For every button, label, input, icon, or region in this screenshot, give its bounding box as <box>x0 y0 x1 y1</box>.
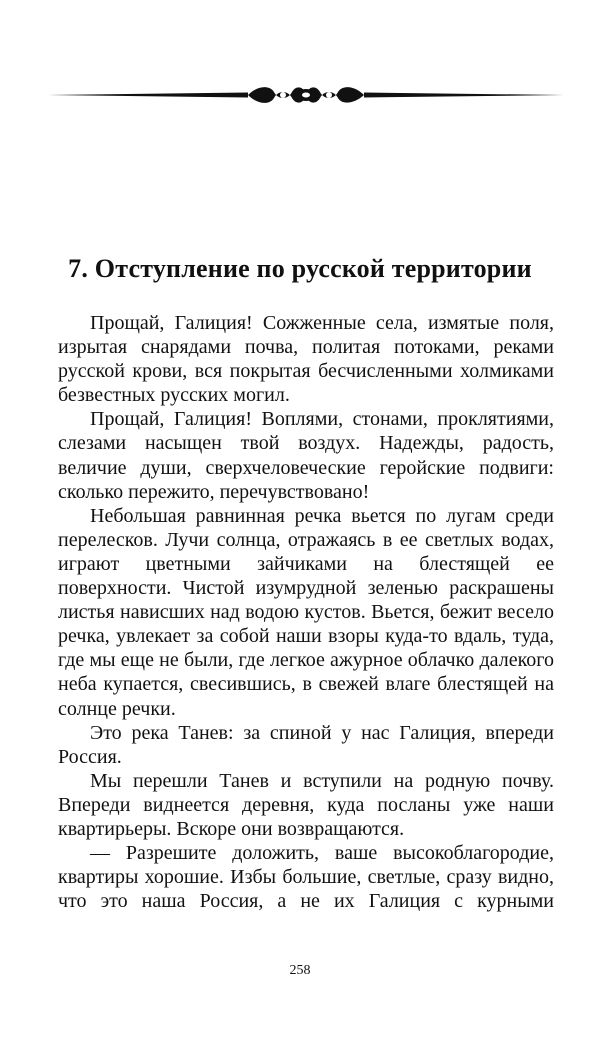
chapter-title: 7. Отступление по русской территории <box>68 254 532 283</box>
body-text <box>58 311 554 913</box>
paragraph: Прощай, Галиция! Сожженные села, измятые поля, изрытая снарядами почва, политая потоками, реками русской крови, вся покрытая бесчисленными холмиками безвестных русских могил. <box>58 312 554 407</box>
paragraph: Мы перешли Танев и вступили на родную почву. Впереди виднеется деревня, куда посланы уже наши квартирьеры. Вскоре они возвращаются. <box>58 769 554 840</box>
paragraph: — Разрешите доложить, ваше высокоблагородие, квартиры хорошие. Избы большие, светлые, сразу видно, что это наша Россия, а не их Галиция с курными <box>58 842 554 913</box>
paragraph: Это река Танев: за спиной у нас Галиция, впереди Россия. <box>58 721 554 768</box>
page-number: 258 <box>289 963 311 978</box>
paragraph: Небольшая равнинная речка вьется по лугам среди перелесков. Лучи солнца, отражаясь в ее светлых водах, играют цветными зайчиками на блестящей ее поверхности. Чистой изумрудной зеленью раскрашены листья нависших над водою кустов. Вьется, бежит весело речка, увлекает за собой наши взоры куда-то вдаль, туда, где мы еще не были, где легкое ажурное облачко далекого неба купается, свесившись, в свежей влаге блестящей на солнце речки. <box>58 504 554 720</box>
paragraph: Прощай, Галиция! Воплями, стонами, проклятиями, слезами насыщен твой воздух. Надежды, радость, величие души, сверхчеловеческие геройские подвиги: сколько пережито, перечувствовано! <box>58 408 554 503</box>
decorative-divider-icon <box>48 80 564 110</box>
